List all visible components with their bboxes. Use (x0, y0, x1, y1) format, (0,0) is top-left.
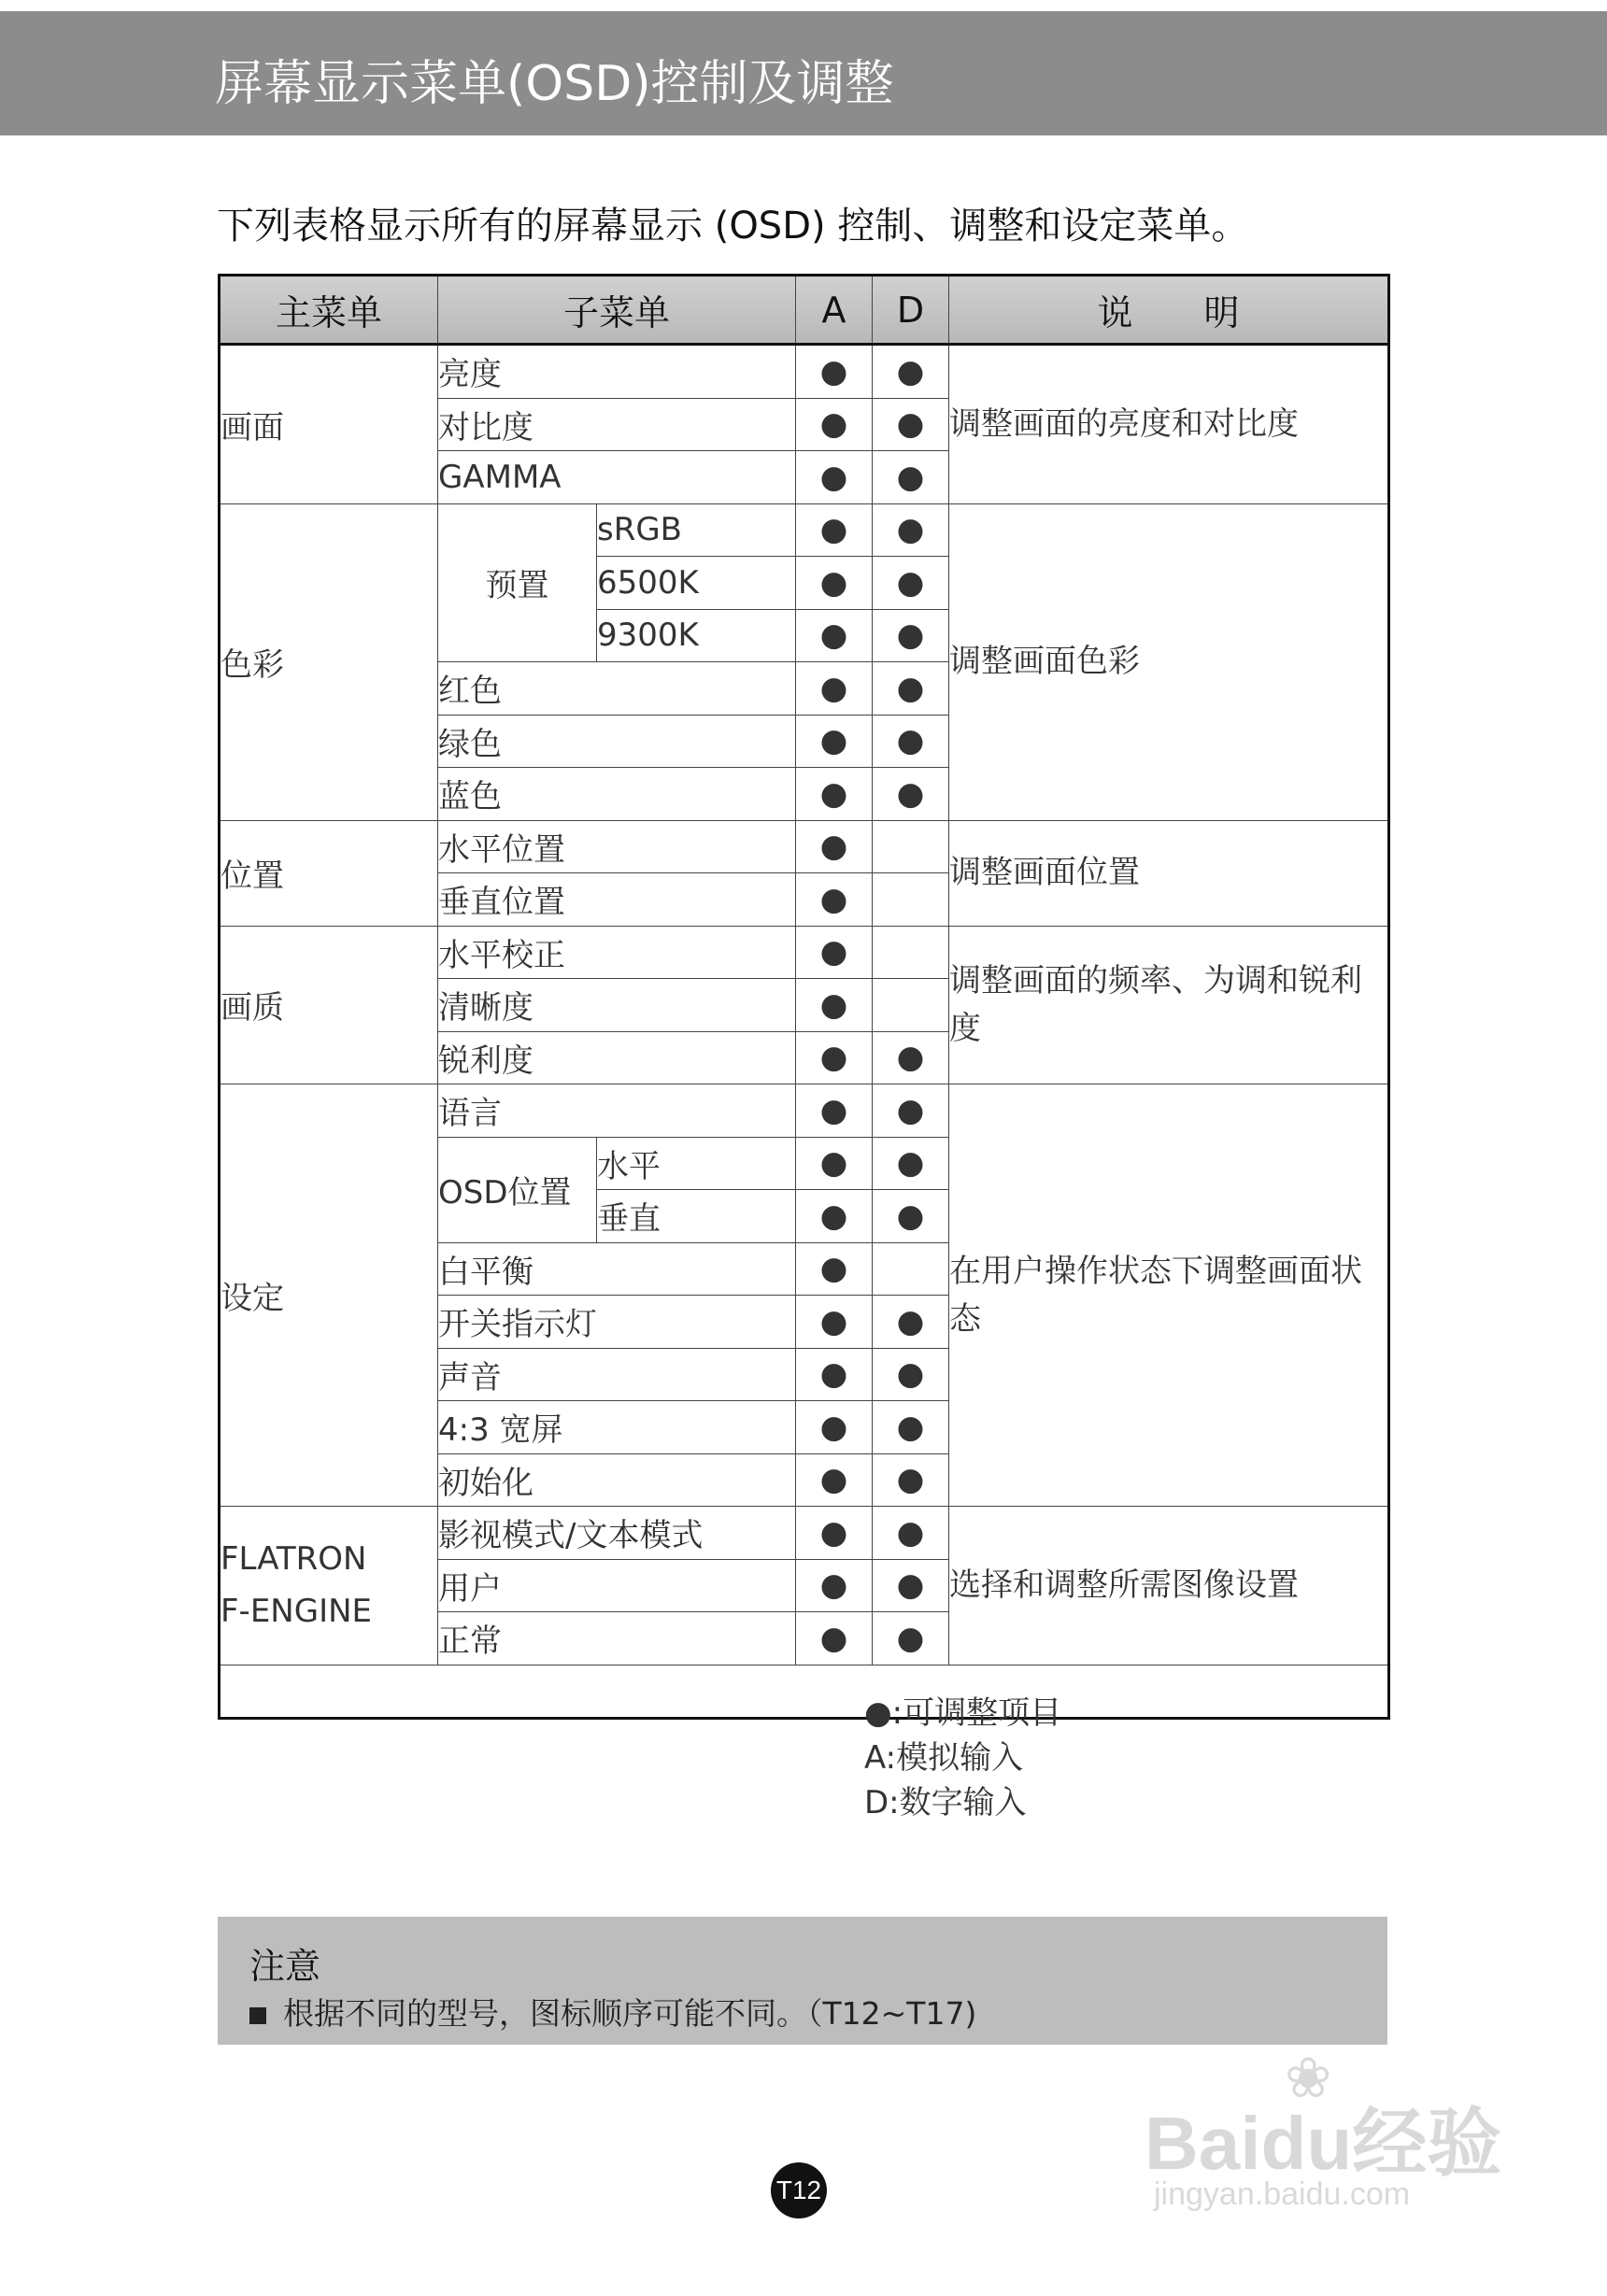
dot-a: ● (796, 451, 873, 504)
note-text-line (249, 1990, 976, 2034)
dot-a: ● (796, 662, 873, 716)
sub-menu-sound: 声音 (438, 1348, 796, 1401)
osd-table (218, 274, 1390, 1720)
dot-a: ● (796, 1507, 873, 1560)
dot-d: ● (873, 768, 949, 821)
dot-a: ● (796, 1031, 873, 1084)
description-position: 调整画面位置 (949, 820, 1389, 926)
dot-d-empty (873, 926, 949, 979)
dot-a: ● (796, 979, 873, 1032)
description-setup: 在用户操作状态下调整画面状态 (949, 1084, 1389, 1507)
note-title: 注意 (249, 1946, 321, 1987)
legend-adjustable: ●:可调整项目 (864, 1694, 1062, 1732)
table-row (220, 345, 1389, 399)
sub-menu-osd-position: OSD位置 (438, 1137, 597, 1242)
dot-a: ● (796, 1296, 873, 1349)
header-sub-menu: 子菜单 (438, 276, 796, 345)
main-menu-setup: 设定 (220, 1084, 438, 1507)
dot-a: ● (796, 1190, 873, 1243)
dot-a: ● (796, 873, 873, 927)
table-row (220, 926, 1389, 979)
main-menu-picture: 画面 (220, 345, 438, 504)
sub-menu-white-balance: 白平衡 (438, 1242, 796, 1296)
dot-d: ● (873, 1348, 949, 1401)
main-menu-color: 色彩 (220, 503, 438, 820)
watermark-sub: jingyan.baidu.com (1154, 2176, 1411, 2212)
main-menu-position: 位置 (220, 820, 438, 926)
header-description: 说 明 (949, 276, 1389, 345)
sub-menu-user: 用户 (438, 1559, 796, 1612)
dot-a: ● (796, 609, 873, 662)
dot-d-empty (873, 820, 949, 873)
sub-menu-reset: 初始化 (438, 1453, 796, 1507)
description-picture: 调整画面的亮度和对比度 (949, 345, 1389, 504)
dot-d: ● (873, 1084, 949, 1138)
dot-d: ● (873, 1453, 949, 1507)
dot-d-empty (873, 873, 949, 927)
dot-a: ● (796, 1453, 873, 1507)
dot-a: ● (796, 1242, 873, 1296)
dot-d: ● (873, 451, 949, 504)
dot-a: ● (796, 345, 873, 399)
dot-a: ● (796, 768, 873, 821)
table-row (220, 503, 1389, 557)
legend-cell (220, 1665, 1389, 1719)
sub-menu-power-indicator: 开关指示灯 (438, 1296, 796, 1349)
legend-digital: D:数字输入 (864, 1784, 1027, 1821)
paw-icon: ❀ (1285, 2046, 1332, 2111)
dot-d: ● (873, 1296, 949, 1349)
dot-d: ● (873, 345, 949, 399)
table-header-row (220, 276, 1389, 345)
osd-position-horizontal: 水平 (597, 1137, 796, 1190)
sub-menu-language: 语言 (438, 1084, 796, 1138)
page-title: 屏幕显示菜单(OSD)控制及调整 (215, 56, 894, 112)
dot-a: ● (796, 715, 873, 768)
osd-position-vertical: 垂直 (597, 1190, 796, 1243)
description-quality: 调整画面的频率、为调和锐利度 (949, 926, 1389, 1084)
dot-a: ● (796, 1084, 873, 1138)
header-main-menu: 主菜单 (220, 276, 438, 345)
table-row (220, 820, 1389, 873)
dot-a: ● (796, 1559, 873, 1612)
sub-menu-green: 绿色 (438, 715, 796, 768)
dot-a: ● (796, 926, 873, 979)
legend-row (220, 1665, 1389, 1719)
watermark (1145, 2046, 1518, 2223)
description-color: 调整画面色彩 (949, 503, 1389, 820)
legend (864, 1691, 1061, 1825)
sub-menu-blue: 蓝色 (438, 768, 796, 821)
header-a: A (796, 276, 873, 345)
sub-menu-contrast: 对比度 (438, 398, 796, 451)
dot-a: ● (796, 1401, 873, 1454)
dot-d: ● (873, 609, 949, 662)
dot-d-empty (873, 979, 949, 1032)
sub-menu-sharpness: 锐利度 (438, 1031, 796, 1084)
intro-text: 下列表格显示所有的屏幕显示 (OSD) 控制、调整和设定菜单。 (217, 205, 1249, 248)
dot-a: ● (796, 503, 873, 557)
dot-d: ● (873, 1031, 949, 1084)
dot-d: ● (873, 1137, 949, 1190)
dot-a: ● (796, 1612, 873, 1665)
dot-d: ● (873, 557, 949, 610)
note-text: 根据不同的型号，图标顺序可能不同。（T12~T17) (283, 1995, 977, 2032)
sub-menu-brightness: 亮度 (438, 345, 796, 399)
sub-menu-movie-text: 影视模式/文本模式 (438, 1507, 796, 1560)
page-number-badge: T12 (771, 2162, 827, 2218)
legend-analog: A:模拟输入 (864, 1739, 1024, 1777)
dot-d: ● (873, 1507, 949, 1560)
sub-menu-clarity: 清晰度 (438, 979, 796, 1032)
dot-a: ● (796, 820, 873, 873)
dot-d: ● (873, 1401, 949, 1454)
dot-a: ● (796, 1137, 873, 1190)
preset-9300k: 9300K (597, 609, 796, 662)
dot-a: ● (796, 1348, 873, 1401)
watermark-main: Baidu经验 (1145, 2102, 1502, 2185)
dot-d: ● (873, 1612, 949, 1665)
dot-a: ● (796, 398, 873, 451)
flatron-line1: FLATRON (220, 1540, 367, 1579)
table-row (220, 1084, 1389, 1138)
flatron-line2: F-ENGINE (220, 1593, 373, 1631)
main-menu-quality: 画质 (220, 926, 438, 1084)
preset-6500k: 6500K (597, 557, 796, 610)
dot-d: ● (873, 398, 949, 451)
square-bullet-icon (249, 2007, 266, 2024)
sub-menu-normal: 正常 (438, 1612, 796, 1665)
sub-menu-preset: 预置 (438, 503, 597, 662)
sub-menu-h-correction: 水平校正 (438, 926, 796, 979)
sub-menu-gamma: GAMMA (438, 451, 796, 504)
header-d: D (873, 276, 949, 345)
sub-menu-v-position: 垂直位置 (438, 873, 796, 927)
table-row (220, 1507, 1389, 1560)
main-menu-flatron (220, 1507, 438, 1665)
dot-d: ● (873, 715, 949, 768)
preset-srgb: sRGB (597, 503, 796, 557)
dot-d: ● (873, 1190, 949, 1243)
note-box (218, 1917, 1387, 2045)
sub-menu-red: 红色 (438, 662, 796, 716)
dot-d: ● (873, 662, 949, 716)
dot-d-empty (873, 1242, 949, 1296)
description-flatron: 选择和调整所需图像设置 (949, 1507, 1389, 1665)
dot-a: ● (796, 557, 873, 610)
sub-menu-h-position: 水平位置 (438, 820, 796, 873)
dot-d: ● (873, 503, 949, 557)
dot-d: ● (873, 1559, 949, 1612)
sub-menu-widescreen: 4:3 宽屏 (438, 1401, 796, 1454)
